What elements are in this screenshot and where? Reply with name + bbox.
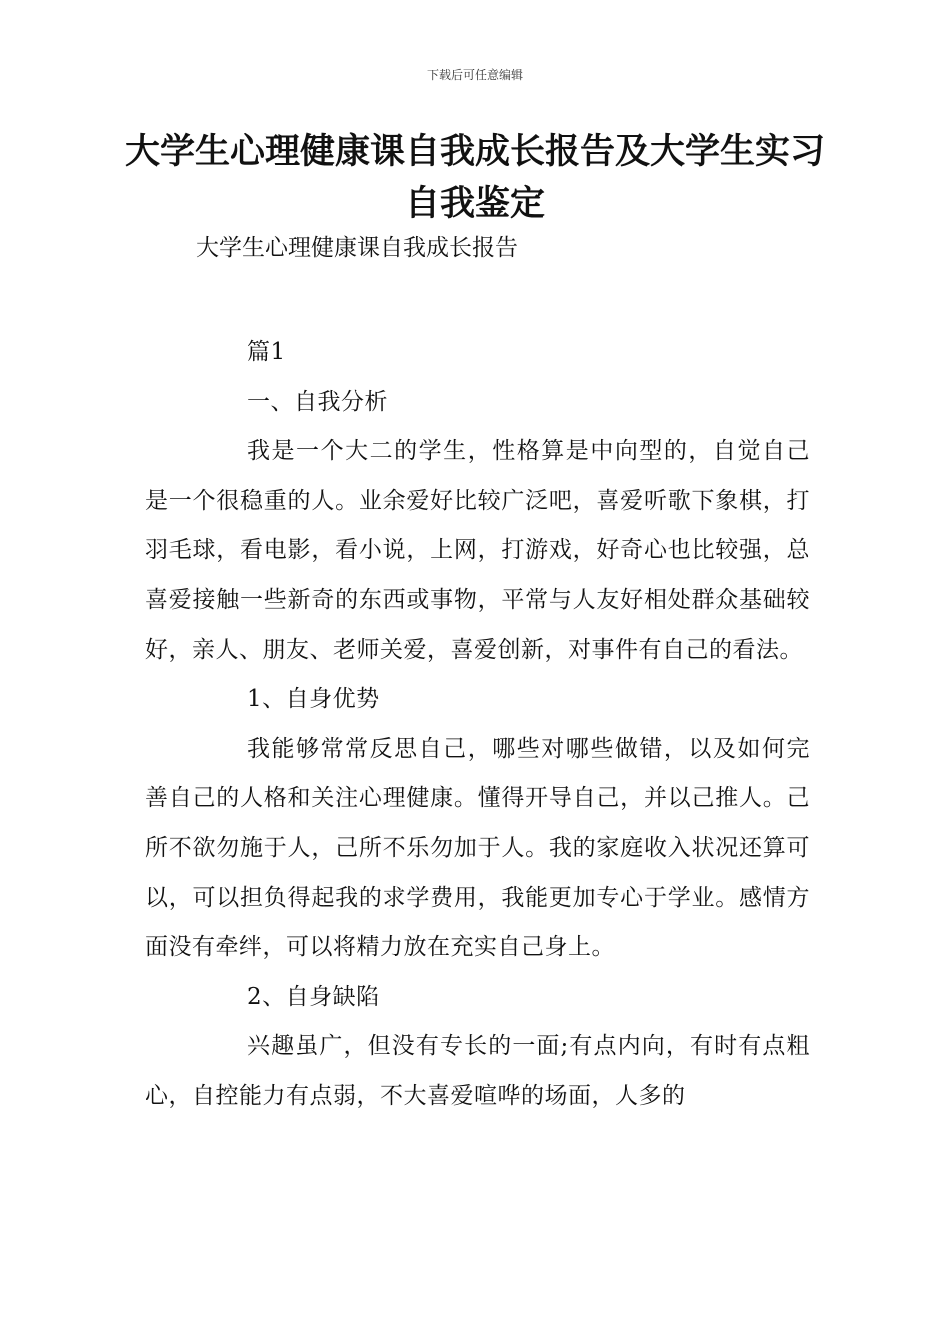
section-heading-strengths: 1、自身优势 [247, 686, 380, 713]
section-heading-self-analysis: 一、自我分析 [247, 388, 388, 415]
paragraph-weaknesses: 兴趣虽广，但没有专长的一面;有点内向，有时有点粗心，自控能力有点弱，不大喜爱喧哗的场面，人多的 [145, 1033, 810, 1109]
header-note: 下载后可任意编辑 [426, 68, 523, 82]
section-heading-weaknesses: 2、自身缺陷 [247, 983, 380, 1010]
paragraph-self-analysis: 我是一个大二的学生，性格算是中向型的，自觉自己是一个很稳重的人。业余爱好比较广泛吧，喜爱听歌下象棋，打羽毛球，看电影，看小说，上网，打游戏，好奇心也比较强，总喜爱接触一些新奇的东西或事物，平常与人友好相处群众基础较好，亲人、朋友、老师关爱，喜爱创新，对事件有自己的看法。 [145, 438, 810, 663]
document-body [145, 328, 810, 1122]
paragraph-strengths: 我能够常常反思自己，哪些对哪些做错，以及如何完善自己的人格和关注心理健康。懂得开导自己，并以己推人。己所不欲勿施于人，己所不乐勿加于人。我的家庭收入状况还算可以，可以担负得起我的求学费用，我能更加专心于学业。感情方面没有牵绊，可以将精力放在充实自己身上。 [145, 735, 810, 961]
document-title: 大学生心理健康课自我成长报告及大学生实习自我鉴定 [124, 132, 825, 224]
part-label: 篇1 [247, 339, 286, 365]
document-subtitle: 大学生心理健康课自我成长报告 [196, 235, 518, 261]
